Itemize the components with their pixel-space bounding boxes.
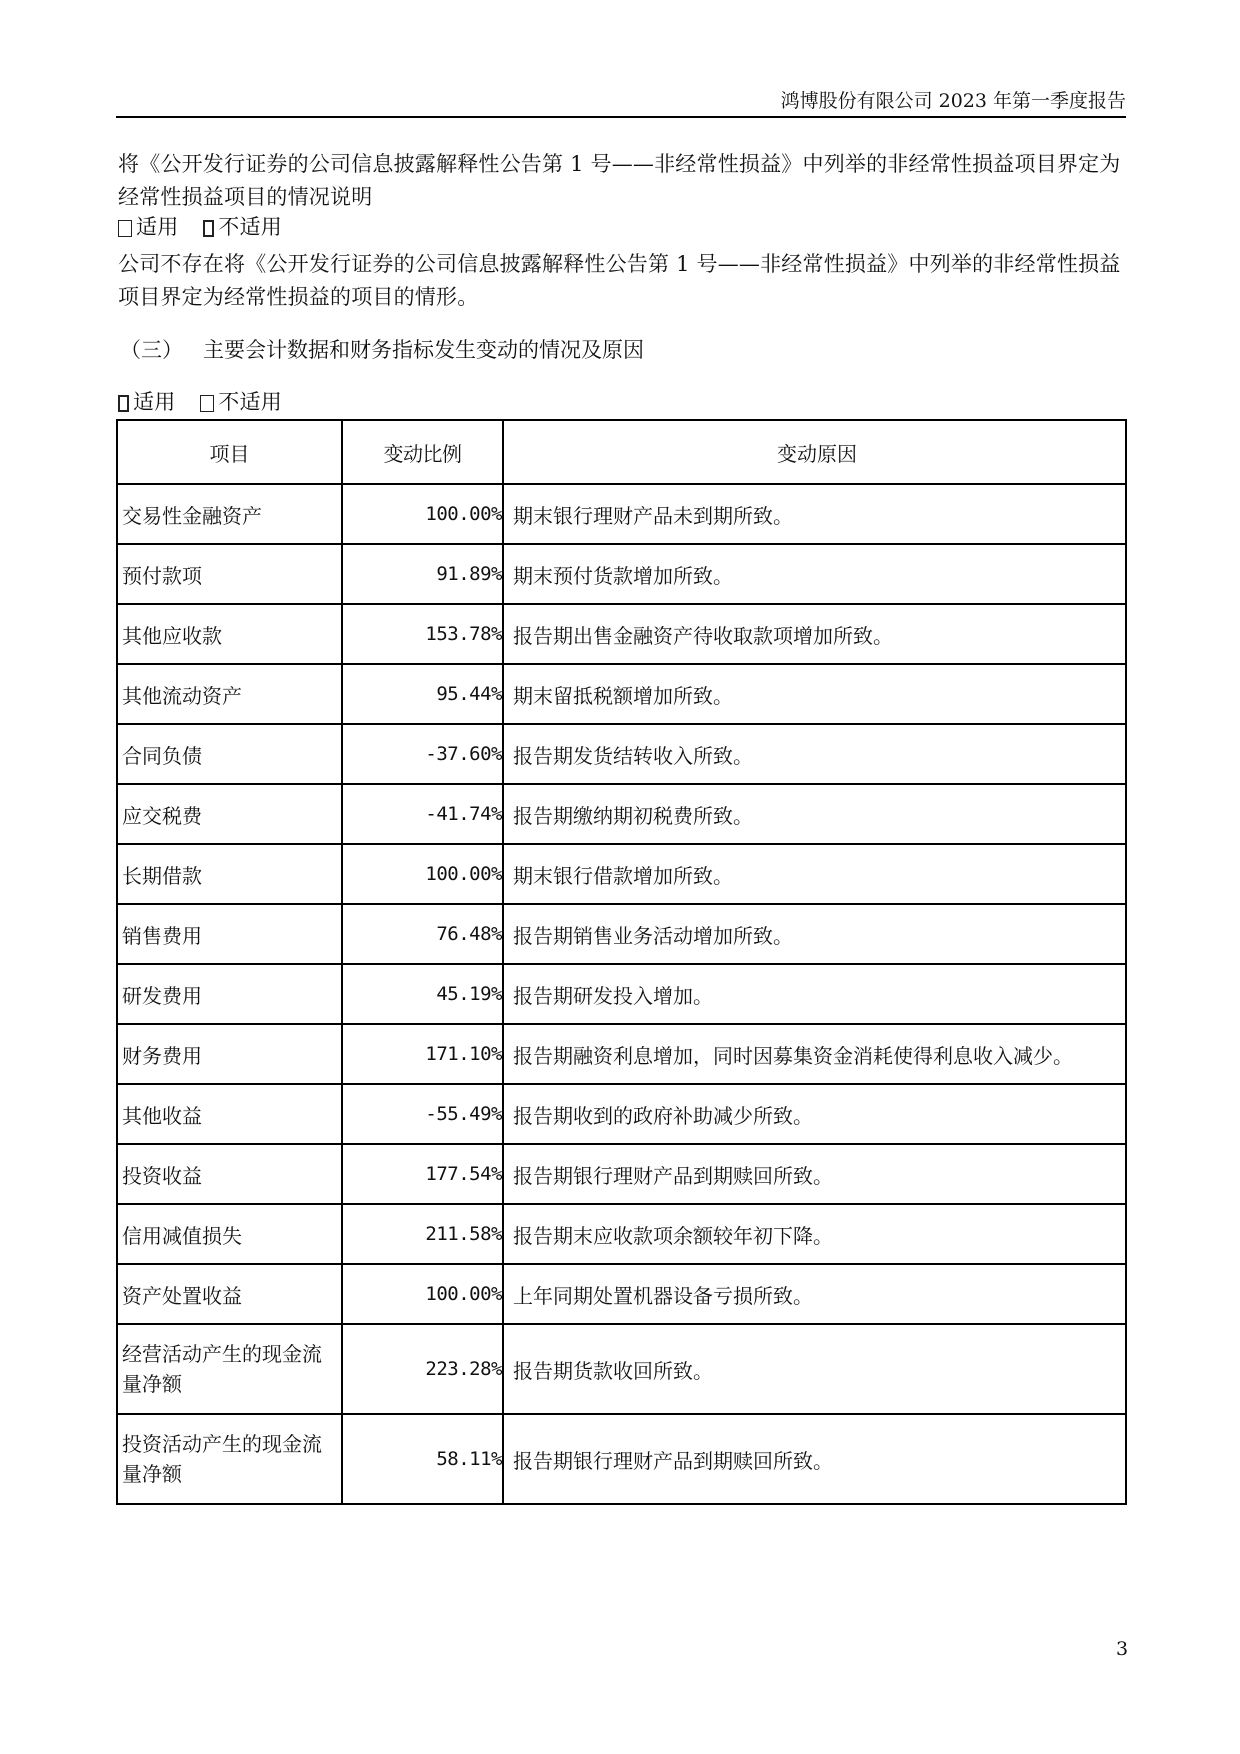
- row-item: 交易性金融资产: [117, 484, 342, 544]
- intro-options: [118, 211, 1128, 246]
- row-item: 财务费用: [117, 1024, 342, 1084]
- section-option-applicable-label: 适用: [133, 390, 176, 414]
- row-item: 合同负债: [117, 724, 342, 784]
- option-not-applicable[interactable]: [203, 211, 282, 244]
- table-row: [117, 1414, 1126, 1504]
- row-item: 应交税费: [117, 784, 342, 844]
- row-item: 资产处置收益: [117, 1264, 342, 1324]
- section-option-not-applicable[interactable]: [200, 386, 282, 419]
- row-reason: 报告期银行理财产品到期赎回所致。: [503, 1144, 1126, 1204]
- table-row: [117, 1264, 1126, 1324]
- row-ratio: 91.89%: [342, 544, 503, 604]
- table-row: [117, 844, 1126, 904]
- row-ratio: 95.44%: [342, 664, 503, 724]
- section-option-applicable[interactable]: [118, 386, 175, 419]
- row-item: 其他收益: [117, 1084, 342, 1144]
- row-ratio: 100.00%: [342, 844, 503, 904]
- row-item: 销售费用: [117, 904, 342, 964]
- row-item: 投资收益: [117, 1144, 342, 1204]
- table-row: [117, 484, 1126, 544]
- row-reason: 报告期研发投入增加。: [503, 964, 1126, 1024]
- section-title-text: 主要会计数据和财务指标发生变动的情况及原因: [203, 338, 644, 362]
- row-reason: 期末银行理财产品未到期所致。: [503, 484, 1126, 544]
- row-item: 长期借款: [117, 844, 342, 904]
- row-ratio: 177.54%: [342, 1144, 503, 1204]
- row-ratio: -37.60%: [342, 724, 503, 784]
- row-reason: 报告期销售业务活动增加所致。: [503, 904, 1126, 964]
- table-row: [117, 1024, 1126, 1084]
- option-applicable-label: 适用: [136, 215, 179, 239]
- change-reasons-table: [116, 419, 1127, 1505]
- header-rule: [116, 116, 1126, 118]
- row-item: 投资活动产生的现金流量净额: [117, 1414, 342, 1504]
- row-item: 预付款项: [117, 544, 342, 604]
- row-reason: 报告期出售金融资产待收取款项增加所致。: [503, 604, 1126, 664]
- row-item: 研发费用: [117, 964, 342, 1024]
- table-row: [117, 964, 1126, 1024]
- row-item: 信用减值损失: [117, 1204, 342, 1264]
- header-reason: 变动原因: [503, 420, 1126, 484]
- table-row: [117, 604, 1126, 664]
- unchecked-box-icon: [118, 220, 132, 237]
- table-row: [117, 1084, 1126, 1144]
- row-item: 其他流动资产: [117, 664, 342, 724]
- table-row: [117, 1204, 1126, 1264]
- section-number: （三）: [120, 338, 183, 362]
- table-row: [117, 1324, 1126, 1414]
- option-applicable[interactable]: [118, 211, 178, 244]
- row-ratio: -41.74%: [342, 784, 503, 844]
- unchecked-box-icon: [200, 395, 214, 412]
- table-row: [117, 784, 1126, 844]
- row-item: 其他应收款: [117, 604, 342, 664]
- row-reason: 期末银行借款增加所致。: [503, 844, 1126, 904]
- row-ratio: 223.28%: [342, 1324, 503, 1414]
- option-not-applicable-label: 不适用: [218, 215, 282, 239]
- row-ratio: 153.78%: [342, 604, 503, 664]
- row-ratio: 76.48%: [342, 904, 503, 964]
- table-row: [117, 724, 1126, 784]
- row-reason: 报告期融资利息增加，同时因募集资金消耗使得利息收入减少。: [503, 1024, 1126, 1084]
- row-reason: 上年同期处置机器设备亏损所致。: [503, 1264, 1126, 1324]
- row-reason: 报告期末应收款项余额较年初下降。: [503, 1204, 1126, 1264]
- row-reason: 报告期缴纳期初税费所致。: [503, 784, 1126, 844]
- page-header: 鸿博股份有限公司 2023 年第一季度报告: [780, 90, 1126, 112]
- table-row: [117, 544, 1126, 604]
- row-ratio: -55.49%: [342, 1084, 503, 1144]
- table-row: [117, 904, 1126, 964]
- checked-box-icon: [118, 395, 129, 412]
- section-option-not-applicable-label: 不适用: [218, 390, 282, 414]
- row-reason: 报告期货款收回所致。: [503, 1324, 1126, 1414]
- row-ratio: 211.58%: [342, 1204, 503, 1264]
- section-title: [120, 335, 644, 365]
- header-item: 项目: [117, 420, 342, 484]
- section-options: [118, 386, 1128, 421]
- row-reason: 期末留抵税额增加所致。: [503, 664, 1126, 724]
- intro-statement: 公司不存在将《公开发行证券的公司信息披露解释性公告第 1 号——非经常性损益》中列举的非经常性损益项目界定为经常性损益的项目的情形。: [118, 252, 1121, 309]
- header-ratio: 变动比例: [342, 420, 503, 484]
- row-ratio: 100.00%: [342, 1264, 503, 1324]
- table-row: [117, 1144, 1126, 1204]
- row-reason: 期末预付货款增加所致。: [503, 544, 1126, 604]
- row-reason: 报告期收到的政府补助减少所致。: [503, 1084, 1126, 1144]
- row-ratio: 58.11%: [342, 1414, 503, 1504]
- intro-text: 将《公开发行证券的公司信息披露解释性公告第 1 号——非经常性损益》中列举的非经常性损益项目界定为经常性损益项目的情况说明: [118, 152, 1121, 209]
- checked-box-icon: [203, 220, 214, 237]
- table-header-row: [117, 420, 1126, 484]
- row-ratio: 45.19%: [342, 964, 503, 1024]
- row-ratio: 171.10%: [342, 1024, 503, 1084]
- row-ratio: 100.00%: [342, 484, 503, 544]
- page-number: 3: [1116, 1638, 1129, 1660]
- table-row: [117, 664, 1126, 724]
- row-reason: 报告期发货结转收入所致。: [503, 724, 1126, 784]
- row-reason: 报告期银行理财产品到期赎回所致。: [503, 1414, 1126, 1504]
- row-item: 经营活动产生的现金流量净额: [117, 1324, 342, 1414]
